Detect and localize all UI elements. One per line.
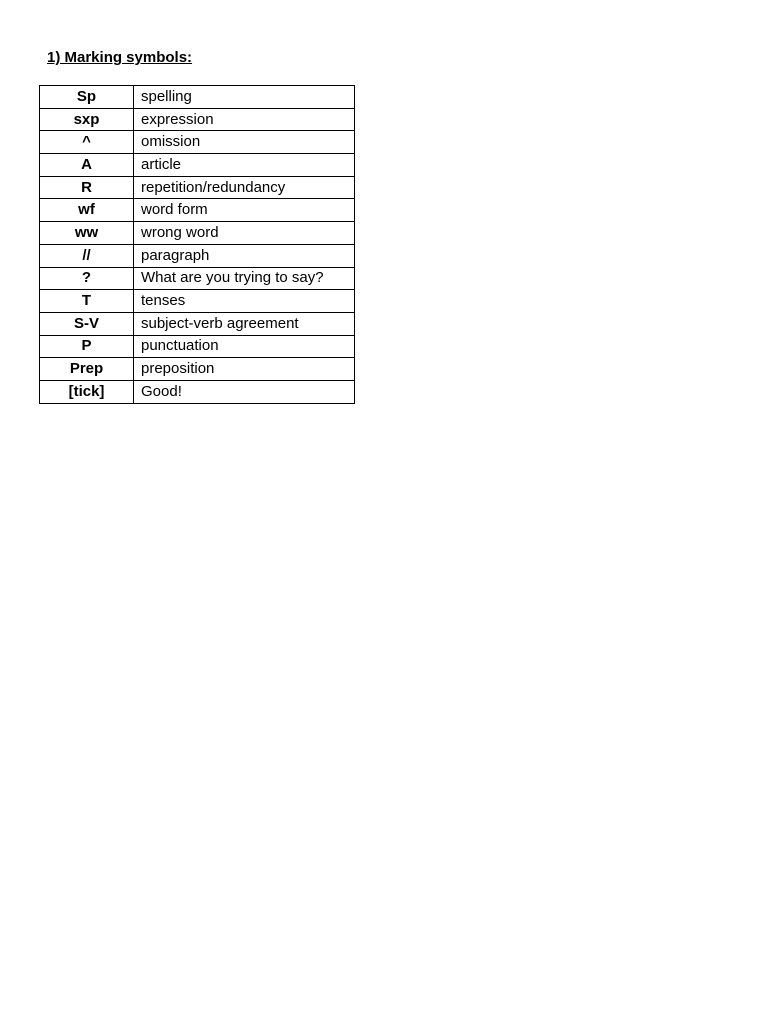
symbol-cell: wf (40, 199, 134, 222)
table-row (40, 176, 355, 199)
table-row (40, 131, 355, 154)
symbol-cell: T (40, 290, 134, 313)
meaning-cell: expression (134, 108, 355, 131)
symbol-cell: ww (40, 222, 134, 245)
symbol-cell: // (40, 244, 134, 267)
table-row (40, 290, 355, 313)
meaning-cell: What are you trying to say? (134, 267, 355, 290)
meaning-cell: article (134, 154, 355, 177)
symbol-cell: sxp (40, 108, 134, 131)
table-row (40, 312, 355, 335)
symbol-cell: ^ (40, 131, 134, 154)
meaning-cell: wrong word (134, 222, 355, 245)
symbol-cell: Prep (40, 358, 134, 381)
symbol-cell: [tick] (40, 380, 134, 403)
table-row (40, 86, 355, 109)
symbol-cell: S-V (40, 312, 134, 335)
meaning-cell: punctuation (134, 335, 355, 358)
table-row (40, 244, 355, 267)
symbol-cell: A (40, 154, 134, 177)
table-row (40, 222, 355, 245)
meaning-cell: word form (134, 199, 355, 222)
meaning-cell: preposition (134, 358, 355, 381)
table-row (40, 108, 355, 131)
symbol-cell: P (40, 335, 134, 358)
meaning-cell: subject-verb agreement (134, 312, 355, 335)
table-row (40, 335, 355, 358)
meaning-cell: repetition/redundancy (134, 176, 355, 199)
table-row (40, 267, 355, 290)
meaning-cell: spelling (134, 86, 355, 109)
table-row (40, 380, 355, 403)
symbol-cell: ? (40, 267, 134, 290)
table-row (40, 154, 355, 177)
meaning-cell: omission (134, 131, 355, 154)
meaning-cell: paragraph (134, 244, 355, 267)
marking-symbols-table (39, 85, 355, 404)
section-heading: 1) Marking symbols: (47, 49, 193, 66)
table-row (40, 358, 355, 381)
table-body (40, 86, 355, 404)
meaning-cell: tenses (134, 290, 355, 313)
symbol-cell: Sp (40, 86, 134, 109)
symbol-cell: R (40, 176, 134, 199)
meaning-cell: Good! (134, 380, 355, 403)
table-row (40, 199, 355, 222)
